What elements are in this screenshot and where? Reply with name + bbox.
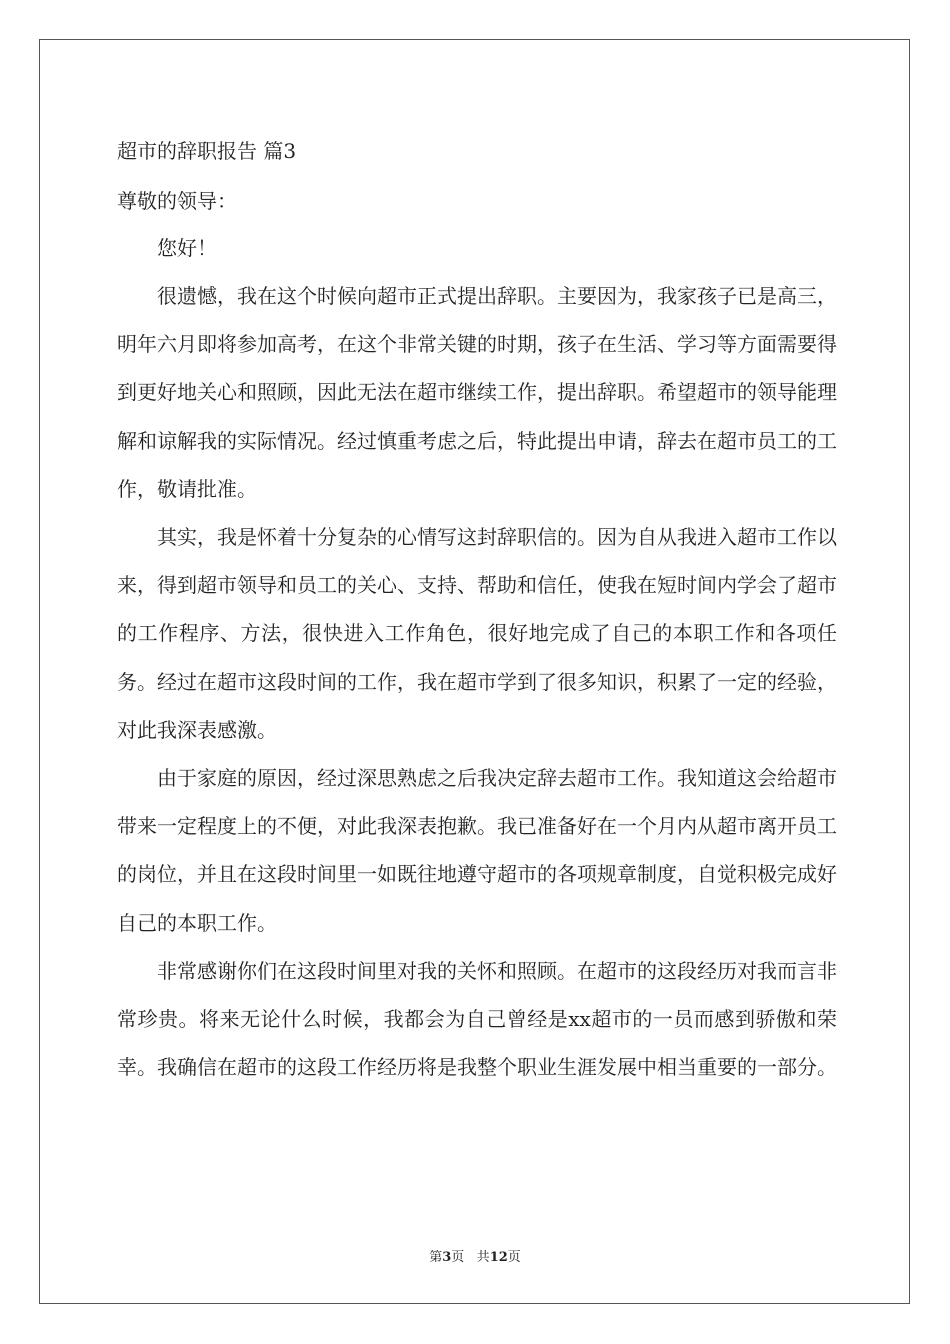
page-prefix: 第 <box>429 1250 443 1265</box>
page-total: 12 <box>489 1250 508 1265</box>
total-prefix: 共 <box>476 1250 490 1265</box>
document-title: 超市的辞职报告 篇3 <box>117 139 297 163</box>
salutation: 尊敬的领导： <box>117 189 237 213</box>
paragraph-3: 由于家庭的原因，经过深思熟虑之后我决定辞去超市工作。我知道这会给超市带来一定程度上的不便，对此我深表抱歉。我已准备好在一个月内从超市离开员工的岗位，并且在这段时间里一如既往地遵守超市的各项规章制度，自觉积极完成好自己的本职工作。 <box>117 766 837 935</box>
greeting: 您好！ <box>157 236 217 260</box>
page-suffix: 页 <box>451 1250 465 1265</box>
document-body <box>117 128 837 1091</box>
paragraph-1: 很遗憾，我在这个时候向超市正式提出辞职。主要因为，我家孩子已是高三，明年六月即将参加高考，在这个非常关键的时期，孩子在生活、学习等方面需要得到更好地关心和照顾，因此无法在超市继续工作，提出辞职。希望超市的领导能理解和谅解我的实际情况。经过慎重考虑之后，特此提出申请，辞去在超市员工的工作，敬请批准。 <box>117 284 837 501</box>
total-suffix: 页 <box>507 1250 521 1265</box>
page-current: 3 <box>442 1250 452 1265</box>
page-footer <box>0 1246 950 1265</box>
paragraph-4: 非常感谢你们在这段时间里对我的关怀和照顾。在超市的这段经历对我而言非常珍贵。将来无论什么时候，我都会为自己曾经是xx超市的一员而感到骄傲和荣幸。我确信在超市的这段工作经历将是我整个职业生涯发展中相当重要的一部分。 <box>117 958 837 1080</box>
paragraph-2: 其实，我是怀着十分复杂的心情写这封辞职信的。因为自从我进入超市工作以来，得到超市领导和员工的关心、支持、帮助和信任，使我在短时间内学会了超市的工作程序、方法，很快进入工作角色，很好地完成了自己的本职工作和各项任务。经过在超市这段时间的工作，我在超市学到了很多知识，积累了一定的经验，对此我深表感激。 <box>117 525 837 742</box>
